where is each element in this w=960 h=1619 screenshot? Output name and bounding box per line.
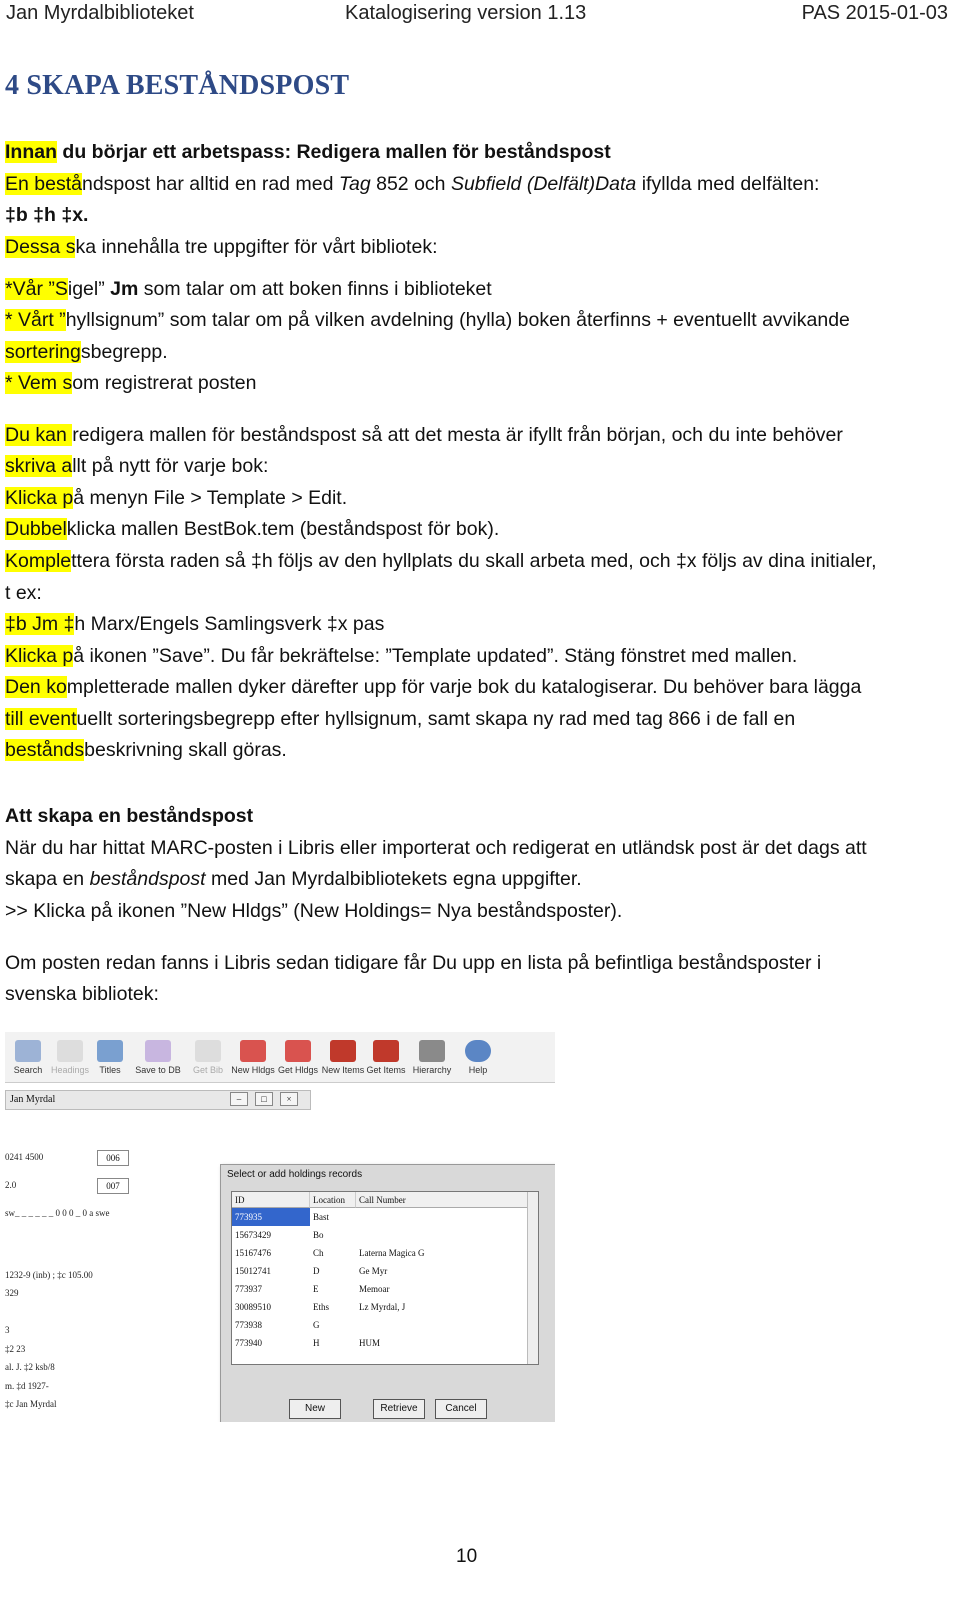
text: sbegrepp.: [80, 341, 168, 363]
highlight: sortering: [5, 341, 81, 363]
save-to-db-button[interactable]: Save to DB: [135, 1040, 181, 1075]
record-text: 329: [5, 1288, 19, 1298]
highlight: * Vem s: [5, 372, 73, 394]
record-text: m. ‡d 1927-: [5, 1381, 49, 1391]
get-hldgs-button[interactable]: Get Hldgs: [275, 1040, 321, 1075]
text: som talar om att boken finns i biblioteket: [138, 278, 492, 300]
table-row[interactable]: 15012741 D Ge Myr: [235, 1266, 388, 1276]
text: uellt sorteringsbegrepp efter hyllsignum, samt skapa ny rad med tag 866 i de fall en: [76, 708, 796, 730]
hierarchy-button[interactable]: Hierarchy: [409, 1040, 455, 1075]
paragraph-line: [5, 339, 168, 365]
record-text: 0241 4500: [5, 1152, 44, 1162]
highlight: Komple: [5, 550, 72, 572]
paragraph-line: [5, 422, 843, 448]
record-text: sw_ _ _ _ _ _ 0 0 0 _ 0 a swe: [5, 1208, 110, 1218]
record-text: 1232-9 (inb) ; ‡c 105.00: [5, 1270, 93, 1280]
get-items-button[interactable]: Get Items: [363, 1040, 409, 1075]
text: om registrerat posten: [72, 372, 257, 394]
record-text: 3: [5, 1325, 10, 1335]
tag-field[interactable]: 006: [97, 1150, 129, 1166]
paragraph-line: [5, 139, 611, 165]
paragraph-line: När du har hittat MARC-posten i Libris eller importerat och redigerat en utländsk post är det dags att: [5, 837, 867, 859]
text: Tag: [338, 173, 371, 195]
text: hyllsignum” som talar om på vilken avdelning (hylla) boken återfinns + eventuellt avvikande: [65, 309, 850, 331]
paragraph-line: [5, 643, 797, 669]
paragraph-line: [5, 370, 256, 396]
paragraph-line: [5, 737, 287, 763]
text: ttera första raden så ‡h följs av den hyllplats du skall arbeta med, och ‡x följs av dina initialer,: [71, 550, 877, 572]
cancel-button[interactable]: Cancel: [435, 1399, 487, 1419]
paragraph-line: [5, 706, 795, 732]
header-center: Katalogisering version 1.13: [345, 2, 587, 24]
paragraph-line: Om posten redan fanns i Libris sedan tidigare får Du upp en lista på befintliga beståndsposter i: [5, 952, 822, 974]
record-text: ‡2 23: [5, 1344, 26, 1354]
paragraph-line: [5, 453, 268, 479]
text: 852 och: [370, 173, 451, 195]
text: ifyllda med delfälten:: [636, 173, 820, 195]
table-row[interactable]: 15673429 Bo: [235, 1230, 324, 1240]
text: med Jan Myrdalbibliotekets egna uppgifter.: [205, 868, 582, 890]
paragraph-line: [5, 276, 492, 302]
header-left: Jan Myrdalbiblioteket: [6, 2, 194, 24]
paragraph-line: t ex:: [5, 582, 42, 604]
record-text: ‡c Jan Myrdal: [5, 1399, 57, 1409]
highlight: till event: [5, 708, 77, 730]
paragraph-line: [5, 548, 876, 574]
highlight: Dubbel: [5, 518, 67, 540]
text: skapa en: [5, 868, 90, 890]
text: llt på nytt för varje bok:: [72, 455, 269, 477]
highlight: En bestå: [5, 173, 82, 195]
titles-icon: [97, 1040, 123, 1062]
headings-icon: [57, 1040, 83, 1062]
new-hldgs-icon: [240, 1040, 266, 1062]
new-hldgs-button[interactable]: New Hldgs: [230, 1040, 276, 1075]
paragraph-line: [5, 307, 850, 333]
text: redigera mallen för beståndspost så att det mesta är ifyllt från början, och du inte behöver: [72, 424, 843, 446]
highlight: skriva a: [5, 455, 73, 477]
retrieve-button[interactable]: Retrieve: [373, 1399, 425, 1419]
column-header[interactable]: Call Number: [356, 1192, 528, 1208]
paragraph-line: [5, 866, 582, 892]
search-button[interactable]: Search: [5, 1040, 51, 1075]
highlight: Innan: [5, 141, 57, 163]
holdings-dialog: [220, 1164, 555, 1422]
highlight: * Vårt ”: [5, 309, 66, 331]
text: du börjar ett arbetspass: Redigera mallen för beståndspost: [57, 141, 611, 163]
dialog-title: Select or add holdings records: [227, 1169, 363, 1180]
column-header[interactable]: Location: [310, 1192, 356, 1208]
record-text: al. J. ‡2 ksb/8: [5, 1362, 55, 1372]
new-items-button[interactable]: New Items: [320, 1040, 366, 1075]
table-row[interactable]: 773935 Bast: [232, 1208, 528, 1226]
highlight: Dessa s: [5, 236, 76, 258]
highlight: Du kan: [5, 424, 73, 446]
get-bib-button[interactable]: Get Bib: [185, 1040, 231, 1075]
minimize-button[interactable]: –: [230, 1092, 248, 1106]
headings-button[interactable]: Headings: [47, 1040, 93, 1075]
new-button[interactable]: New: [289, 1399, 341, 1419]
subheading: Att skapa en beståndspost: [5, 805, 254, 827]
text: klicka mallen BestBok.tem (beståndspost för bok).: [66, 518, 500, 540]
tag-field[interactable]: 007: [97, 1178, 129, 1194]
header-right: PAS 2015-01-03: [801, 2, 948, 24]
save-to-db-icon: [145, 1040, 171, 1062]
text: å ikonen ”Save”. Du får bekräftelse: ”Template updated”. Stäng fönstret med mallen.: [73, 645, 798, 667]
holdings-table: [231, 1191, 539, 1365]
hierarchy-icon: [419, 1040, 445, 1062]
table-row[interactable]: 773938 G: [235, 1320, 320, 1330]
paragraph-line: svenska bibliotek:: [5, 983, 159, 1005]
highlight: ‡b Jm ‡: [5, 613, 75, 635]
table-row[interactable]: 30089510 Eths Lz Myrdal, J: [235, 1302, 406, 1312]
text: Subfield (Delfält)Data: [450, 173, 637, 195]
text: Jm: [110, 278, 139, 300]
paragraph-line: [5, 485, 347, 511]
paragraph-line: [5, 674, 861, 700]
maximize-button[interactable]: □: [255, 1092, 273, 1106]
page-number: 10: [456, 1546, 478, 1567]
text: å menyn File > Template > Edit.: [73, 487, 348, 509]
get-bib-icon: [195, 1040, 221, 1062]
scrollbar[interactable]: [527, 1192, 538, 1364]
paragraph-line: ‡b ‡h ‡x.: [5, 204, 89, 226]
text: ka innehålla tre uppgifter för vårt bibliotek:: [75, 236, 438, 258]
help-button[interactable]: Help: [455, 1040, 501, 1075]
record-window-title: Jan Myrdal: [5, 1090, 311, 1110]
table-row[interactable]: 773937 E Memoar: [235, 1284, 390, 1294]
paragraph-line: [5, 234, 438, 260]
close-button[interactable]: ×: [280, 1092, 298, 1106]
titles-button[interactable]: Titles: [87, 1040, 133, 1075]
text: h Marx/Engels Samlingsverk ‡x pas: [74, 613, 385, 635]
text: mpletterade mallen dyker därefter upp för varje bok du katalogiserar. Du behöver bara lägga: [66, 676, 862, 698]
paragraph-line: [5, 611, 384, 637]
text: beståndspost: [89, 868, 206, 890]
get-hldgs-icon: [285, 1040, 311, 1062]
app-screenshot: [5, 1032, 555, 1422]
get-items-icon: [373, 1040, 399, 1062]
toolbar: [5, 1032, 555, 1083]
paragraph-line: >> Klicka på ikonen ”New Hldgs” (New Holdings= Nya beståndsposter).: [5, 900, 623, 922]
text: ndspost har alltid en rad med: [81, 173, 339, 195]
paragraph-line: [5, 516, 499, 542]
section-title: 4 SKAPA BESTÅNDSPOST: [5, 70, 350, 101]
highlight: Den ko: [5, 676, 67, 698]
help-icon: [465, 1040, 491, 1062]
column-header[interactable]: ID: [232, 1192, 310, 1208]
new-items-icon: [330, 1040, 356, 1062]
highlight: Klicka p: [5, 487, 74, 509]
table-row[interactable]: 773940 H HUM: [235, 1338, 381, 1348]
record-text: 2.0: [5, 1180, 17, 1190]
search-icon: [15, 1040, 41, 1062]
table-row[interactable]: 15167476 Ch Laterna Magica G: [235, 1248, 425, 1258]
highlight: *Vår ”S: [5, 278, 68, 300]
text: beskrivning skall göras.: [84, 739, 287, 761]
paragraph-line: [5, 171, 819, 197]
highlight: bestånds: [5, 739, 85, 761]
highlight: Klicka p: [5, 645, 74, 667]
text: igel”: [67, 278, 111, 300]
